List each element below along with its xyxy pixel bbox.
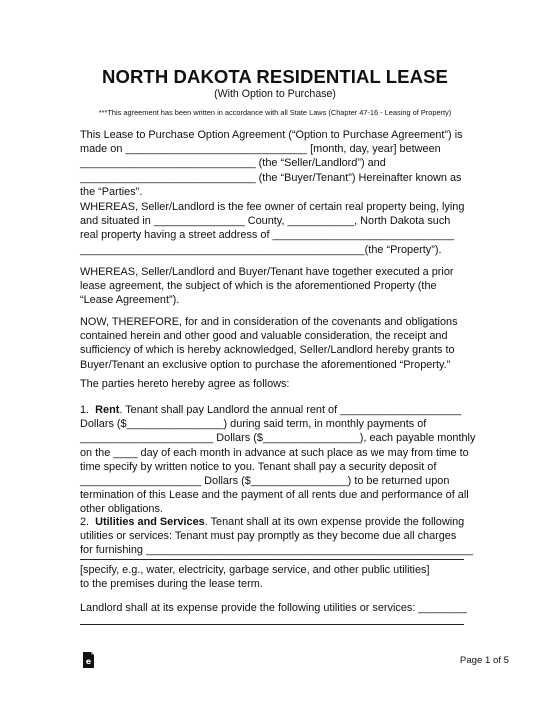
- paragraph-landlord-utilities: Landlord shall at its expense provide the following utilities or services: ________: [80, 602, 467, 614]
- document-logo-icon: [82, 651, 95, 669]
- paragraph-prior-lease: WHEREAS, Seller/Landlord and Buyer/Tenant have together executed a prior lease agreement, the subject of which is the aforementioned Property (the “Lease Agreement”).: [80, 266, 454, 307]
- legal-note: ***This agreement has been written in accordance with all State Laws (Chapter 47-16 - Leasing of Property): [98, 108, 452, 117]
- section-heading-rent: Rent: [95, 404, 120, 416]
- utilities-specify: [specify, e.g., water, electricity, garbage service, and other public utilities] to the premises during the lease term.: [80, 564, 430, 591]
- paragraph-parties: This Lease to Purchase Option Agreement (“Option to Purchase Agreement”) is made on ______________________________ [month, day, year] between _____________________________ (the “Seller/Landlord”) and _____________________________ (the “Buyer/Tenant”) Hereinafter known as the “Parties”.: [80, 129, 463, 198]
- section-number: 2.: [80, 516, 90, 528]
- blank-line: [80, 624, 464, 625]
- page-number: Page 1 of 5: [459, 655, 509, 666]
- paragraph-property: WHEREAS, Seller/Landlord is the fee owner of certain real property being, lying and situated in _______________ County, ___________, North Dakota such real property having a street address of ______________________________ _______________________________________________(the “Property”).: [80, 201, 465, 256]
- paragraph-agree: The parties hereto hereby agree as follows:: [80, 378, 290, 390]
- section-number: 1.: [80, 404, 90, 416]
- section-utilities: 2. Utilities and Services. Tenant shall at its own expense provide the following utilities or services: Tenant must pay promptly as they become due all charges for furnishing ______________________________________________________: [80, 516, 474, 557]
- document-subtitle: (With Option to Purchase): [214, 88, 336, 100]
- document-title: NORTH DAKOTA RESIDENTIAL LEASE: [102, 66, 448, 87]
- paragraph-consideration: NOW, THEREFORE, for and in consideration of the covenants and obligations contained herein and other good and valuable consideration, the receipt and sufficiency of which is hereby acknowledged, Seller/Landlord hereby grants to Buyer/Tenant an exclusive option to purchase the aforementioned “Property.”: [80, 316, 458, 371]
- section-heading-utilities: Utilities and Services: [95, 516, 205, 528]
- section-rent: 1. Rent. Tenant shall pay Landlord the annual rent of ____________________ Dollars ($________________) during said term, in monthly payments of ______________________ Dollars ($________________), each payable monthly on the ____ day of each month in advance at such place as we may from time to time specify by written notice to you. Tenant shall pay a security deposit of ____________________ Dollars ($________________) to be returned upon termination of this Lease and the payment of all rents due and performance of all other obligations.: [80, 404, 476, 516]
- svg-text:e: e: [85, 657, 92, 666]
- blank-line: [80, 559, 464, 560]
